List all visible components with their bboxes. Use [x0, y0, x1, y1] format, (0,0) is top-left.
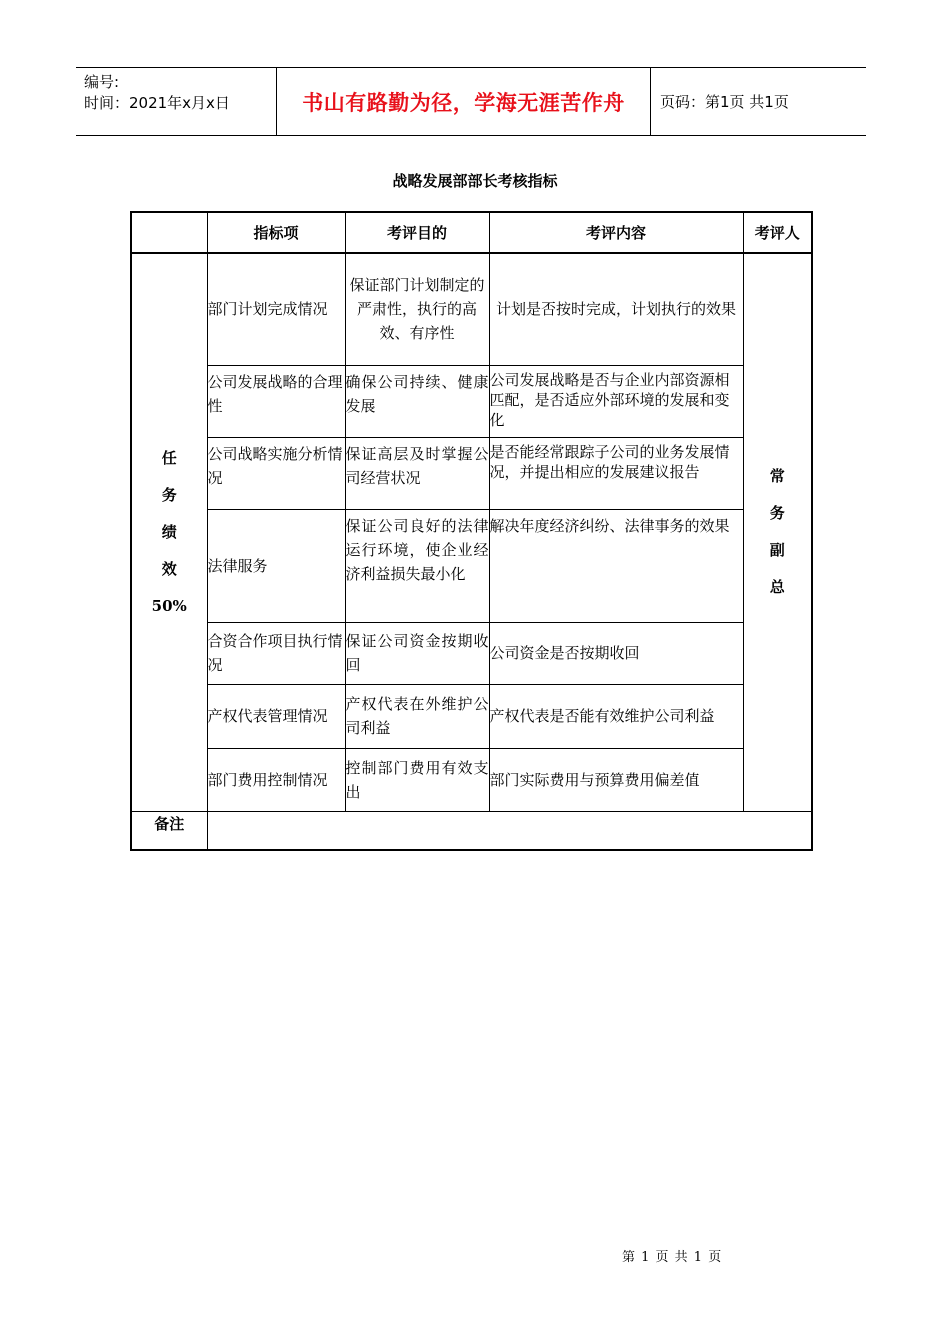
row-purpose: 保证公司良好的法律运行环境，使企业经济利益损失最小化 — [345, 509, 489, 622]
category-cell — [131, 253, 207, 811]
row-purpose: 确保公司持续、健康发展 — [345, 365, 489, 437]
row-item: 部门计划完成情况 — [207, 253, 345, 365]
header-divider-right — [650, 68, 651, 135]
category-weight: 50% — [151, 596, 187, 615]
row-purpose: 产权代表在外维护公司利益 — [345, 684, 489, 748]
row-content: 公司发展战略是否与企业内部资源相匹配，是否适应外部环境的发展和变化 — [489, 365, 743, 437]
doc-time-label: 时间：2021年x月x日 — [84, 94, 230, 112]
doc-number-label: 编号: — [84, 73, 120, 91]
header-content: 考评内容 — [489, 212, 743, 253]
page-footer: 第 1 页 共 1 页 — [622, 1250, 722, 1265]
row-content: 部门实际费用与预算费用偏差值 — [489, 748, 743, 811]
header-reviewer: 考评人 — [743, 212, 812, 253]
note-row — [131, 811, 812, 850]
note-value — [207, 811, 812, 850]
row-item: 合资合作项目执行情况 — [207, 622, 345, 684]
header-page-info: 页码：第1页 共1页 — [660, 93, 789, 111]
table-header-row — [131, 212, 812, 253]
category-char: 效 — [161, 559, 177, 578]
reviewer-char: 副 — [769, 541, 785, 560]
table-row — [131, 437, 812, 509]
table-row — [131, 748, 812, 811]
row-item: 法律服务 — [207, 509, 345, 622]
header-item: 指标项 — [207, 212, 345, 253]
reviewer-char: 常 — [769, 467, 785, 486]
row-item: 公司发展战略的合理性 — [207, 365, 345, 437]
page-header — [76, 67, 866, 136]
row-purpose: 控制部门费用有效支出 — [345, 748, 489, 811]
row-content: 产权代表是否能有效维护公司利益 — [489, 684, 743, 748]
kpi-table — [130, 211, 813, 851]
note-label: 备注 — [131, 811, 207, 850]
table-row — [131, 684, 812, 748]
row-content: 计划是否按时完成，计划执行的效果 — [489, 253, 743, 365]
row-item: 产权代表管理情况 — [207, 684, 345, 748]
reviewer-char: 务 — [769, 504, 785, 523]
row-purpose: 保证部门计划制定的严肃性，执行的高效、有序性 — [345, 253, 489, 365]
row-purpose: 保证公司资金按期收回 — [345, 622, 489, 684]
table-row — [131, 253, 812, 365]
row-content: 是否能经常跟踪子公司的业务发展情况，并提出相应的发展建议报告 — [489, 437, 743, 509]
category-char: 任 — [161, 448, 177, 467]
row-item: 部门费用控制情况 — [207, 748, 345, 811]
header-blank-cell — [131, 212, 207, 253]
reviewer-cell — [743, 253, 812, 811]
reviewer-char: 总 — [769, 578, 785, 597]
header-meta — [84, 72, 230, 114]
row-content: 解决年度经济纠纷、法律事务的效果 — [489, 509, 743, 622]
row-item: 公司战略实施分析情况 — [207, 437, 345, 509]
header-motto: 书山有路勤为径，学海无涯苦作舟 — [302, 90, 625, 115]
category-char: 绩 — [161, 522, 177, 541]
table-row — [131, 622, 812, 684]
table-row — [131, 365, 812, 437]
row-purpose: 保证高层及时掌握公司经营状况 — [345, 437, 489, 509]
table-row — [131, 509, 812, 622]
header-purpose: 考评目的 — [345, 212, 489, 253]
document-title: 战略发展部部长考核指标 — [392, 172, 558, 190]
row-content: 公司资金是否按期收回 — [489, 622, 743, 684]
category-char: 务 — [161, 485, 177, 504]
